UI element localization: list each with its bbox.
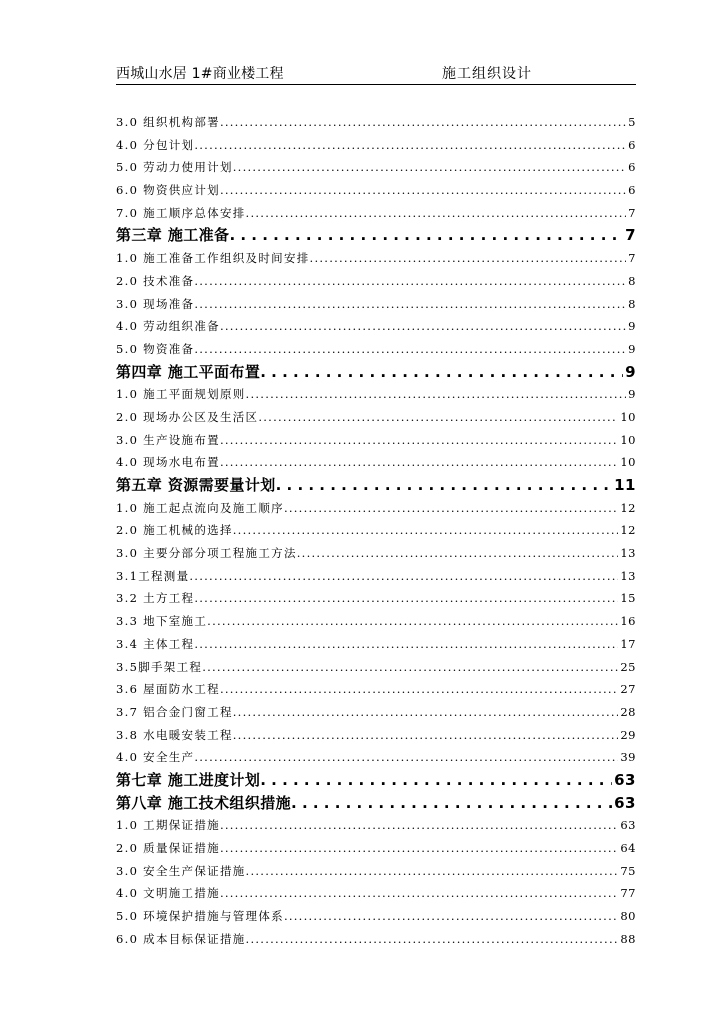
toc-section-entry[interactable] [116, 429, 636, 452]
toc-dot-leader [220, 111, 626, 134]
toc-dot-leader [189, 565, 618, 588]
toc-section-entry[interactable] [116, 882, 636, 905]
toc-entry-title: 第四章 施工平面布置 [116, 362, 261, 381]
toc-dot-leader [276, 474, 613, 497]
toc-entry-title: 3.0 安全生产保证措施 [116, 863, 246, 878]
toc-dot-leader [194, 633, 618, 656]
toc-entry-title: 6.0 成本目标保证措施 [116, 931, 246, 946]
toc-section-entry[interactable] [116, 542, 636, 565]
toc-entry-title: 3.0 生产设施布置 [116, 432, 220, 447]
toc-page-number: 10 [620, 409, 636, 424]
toc-section-entry[interactable] [116, 497, 636, 520]
toc-entry-title: 3.0 现场准备 [116, 296, 195, 311]
toc-section-entry[interactable] [116, 451, 636, 474]
toc-section-entry[interactable] [116, 179, 636, 202]
page-header [116, 62, 636, 85]
toc-section-entry[interactable] [116, 293, 636, 316]
toc-dot-leader [194, 338, 626, 361]
header-project-title: 西城山水居 1#商业楼工程 [116, 66, 284, 82]
toc-chapter-entry[interactable] [116, 224, 636, 247]
toc-section-entry[interactable] [116, 746, 636, 769]
toc-entry-title: 第三章 施工准备 [116, 226, 230, 245]
toc-dot-leader [260, 361, 623, 384]
toc-dot-leader [246, 383, 627, 406]
toc-entry-title: 1.0 工期保证措施 [116, 818, 220, 833]
toc-dot-leader [194, 270, 626, 293]
toc-dot-leader [291, 792, 612, 815]
toc-page-number: 5 [628, 115, 636, 129]
toc-entry-title: 3.2 土方工程 [116, 591, 195, 606]
toc-page-number: 11 [614, 476, 636, 494]
toc-entry-title: 3.0 主要分部分项工程施工方法 [116, 546, 297, 561]
toc-section-entry[interactable] [116, 633, 636, 656]
toc-entry-title: 3.1工程测量 [116, 568, 190, 583]
toc-page-number: 10 [620, 455, 636, 470]
toc-page-number: 6 [628, 160, 636, 175]
toc-page-number: 16 [620, 614, 636, 629]
toc-chapter-entry[interactable] [116, 769, 636, 792]
toc-section-entry[interactable] [116, 565, 636, 588]
toc-page-number: 27 [620, 682, 636, 697]
toc-dot-leader [220, 882, 618, 905]
toc-entry-title: 6.0 物资供应计划 [116, 183, 220, 198]
toc-section-entry[interactable] [116, 656, 636, 679]
toc-entry-title: 第八章 施工技术组织措施 [116, 793, 292, 812]
toc-page-number: 7 [628, 205, 636, 220]
toc-dot-leader [229, 224, 623, 247]
toc-page-number: 64 [620, 841, 636, 855]
toc-section-entry[interactable] [116, 338, 636, 361]
toc-page-number: 13 [620, 546, 636, 561]
toc-entry-title: 4.0 安全生产 [116, 750, 195, 765]
toc-entry-title: 1.0 施工准备工作组织及时间安排 [116, 251, 310, 266]
toc-page-number: 15 [620, 591, 636, 606]
toc-entry-title: 2.0 技术准备 [116, 273, 195, 288]
toc-entry-title: 4.0 分包计划 [116, 137, 195, 152]
toc-dot-leader [284, 905, 618, 928]
toc-page-number: 63 [614, 793, 636, 812]
toc-dot-leader [207, 610, 618, 633]
toc-section-entry[interactable] [116, 860, 636, 883]
toc-section-entry[interactable] [116, 134, 636, 157]
toc-dot-leader [233, 701, 619, 724]
toc-dot-leader [194, 134, 626, 157]
toc-page-number: 13 [620, 568, 636, 583]
toc-page-number: 25 [620, 659, 636, 674]
toc-page-number: 28 [620, 704, 636, 719]
toc-dot-leader [194, 746, 618, 769]
toc-dot-leader [220, 678, 618, 701]
toc-dot-leader [220, 179, 626, 202]
toc-page-number: 7 [625, 226, 636, 245]
toc-dot-leader [220, 451, 618, 474]
toc-entry-title: 5.0 劳动力使用计划 [116, 160, 233, 175]
toc-page-number: 12 [620, 500, 636, 515]
toc-entry-title: 3.6 屋面防水工程 [116, 682, 220, 697]
toc-dot-leader [220, 814, 618, 837]
toc-dot-leader [258, 406, 618, 429]
toc-page-number: 39 [620, 750, 636, 765]
toc-section-entry[interactable] [116, 202, 636, 225]
toc-page-number: 10 [620, 432, 636, 447]
toc-chapter-entry[interactable] [116, 792, 636, 815]
toc-entry-title: 3.0 组织机构部署 [116, 115, 220, 129]
toc-page-number: 75 [620, 863, 636, 878]
toc-page-number: 9 [628, 319, 636, 334]
toc-page-number: 63 [614, 770, 636, 789]
toc-dot-leader [194, 293, 626, 316]
toc-page-number: 63 [620, 818, 636, 833]
toc-section-entry[interactable] [116, 587, 636, 610]
toc-dot-leader [233, 724, 619, 747]
toc-section-entry[interactable] [116, 724, 636, 747]
toc-section-entry[interactable] [116, 270, 636, 293]
toc-page-number: 77 [620, 886, 636, 901]
toc-section-entry[interactable] [116, 610, 636, 633]
toc-dot-leader [246, 860, 619, 883]
toc-page-number: 8 [628, 296, 636, 311]
toc-section-entry[interactable] [116, 247, 636, 270]
toc-dot-leader [202, 656, 618, 679]
toc-section-entry[interactable] [116, 111, 636, 134]
toc-section-entry[interactable] [116, 814, 636, 837]
toc-entry-title: 5.0 环境保护措施与管理体系 [116, 909, 284, 924]
toc-entry-title: 4.0 文明施工措施 [116, 886, 220, 901]
toc-dot-leader [233, 156, 626, 179]
toc-dot-leader [246, 928, 619, 951]
toc-page-number: 9 [625, 362, 636, 381]
toc-dot-leader [246, 202, 627, 225]
toc-page-number: 29 [620, 727, 636, 742]
toc-entry-title: 2.0 质量保证措施 [116, 841, 220, 855]
toc-dot-leader [194, 587, 618, 610]
toc-page-number: 7 [628, 251, 636, 266]
toc-chapter-entry[interactable] [116, 361, 636, 384]
toc-entry-title: 2.0 施工机械的选择 [116, 523, 233, 538]
toc-chapter-entry[interactable] [116, 474, 636, 497]
toc-page-number: 80 [620, 909, 636, 924]
toc-page-number: 12 [620, 523, 636, 538]
toc-entry-title: 4.0 现场水电布置 [116, 455, 220, 470]
toc-page-number: 17 [620, 636, 636, 651]
toc-dot-leader [284, 497, 618, 520]
toc-section-entry[interactable] [116, 156, 636, 179]
toc-entry-title: 1.0 施工平面规划原则 [116, 387, 246, 402]
toc-dot-leader [220, 837, 618, 860]
toc-entry-title: 1.0 施工起点流向及施工顺序 [116, 500, 284, 515]
toc-entry-title: 3.7 铝合金门窗工程 [116, 704, 233, 719]
toc-entry-title: 3.3 地下室施工 [116, 614, 208, 629]
toc-dot-leader [220, 315, 626, 338]
toc-page-number: 9 [628, 387, 636, 402]
toc-section-entry[interactable] [116, 905, 636, 928]
toc-dot-leader [310, 247, 627, 270]
header-document-title: 施工组织设计 [442, 66, 532, 82]
table-of-contents [116, 111, 636, 950]
toc-page-number: 6 [628, 183, 636, 198]
toc-dot-leader [233, 519, 619, 542]
toc-entry-title: 3.8 水电暖安装工程 [116, 727, 233, 742]
toc-entry-title: 第五章 资源需要量计划 [116, 476, 276, 494]
toc-entry-title: 7.0 施工顺序总体安排 [116, 205, 246, 220]
toc-entry-title: 4.0 劳动组织准备 [116, 319, 220, 334]
toc-section-entry[interactable] [116, 678, 636, 701]
toc-dot-leader [220, 429, 618, 452]
toc-dot-leader [297, 542, 619, 565]
toc-entry-title: 5.0 物资准备 [116, 341, 195, 356]
toc-section-entry[interactable] [116, 928, 636, 951]
toc-section-entry[interactable] [116, 315, 636, 338]
toc-dot-leader [260, 769, 612, 792]
toc-section-entry[interactable] [116, 701, 636, 724]
toc-page-number: 88 [620, 931, 636, 946]
toc-entry-title: 第七章 施工进度计划 [116, 770, 261, 789]
toc-section-entry[interactable] [116, 406, 636, 429]
toc-section-entry[interactable] [116, 519, 636, 542]
toc-page-number: 9 [628, 341, 636, 356]
toc-section-entry[interactable] [116, 383, 636, 406]
toc-section-entry[interactable] [116, 837, 636, 860]
toc-page-number: 6 [628, 137, 636, 152]
toc-entry-title: 3.4 主体工程 [116, 636, 195, 651]
toc-entry-title: 2.0 现场办公区及生活区 [116, 409, 259, 424]
toc-entry-title: 3.5脚手架工程 [116, 659, 203, 674]
toc-page-number: 8 [628, 273, 636, 288]
